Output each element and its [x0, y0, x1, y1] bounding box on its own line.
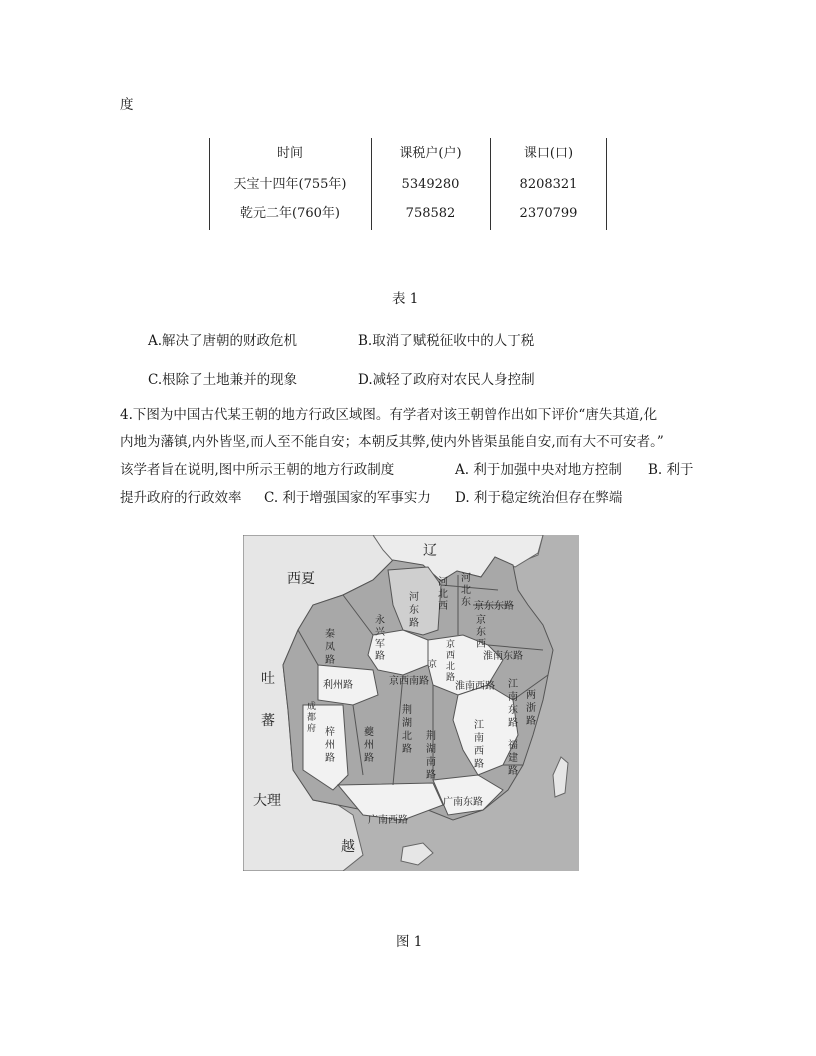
label-xixia: 西夏 [287, 571, 315, 587]
label-guangnan-dong: 广南东路 [443, 797, 483, 808]
svg-text:路: 路 [508, 766, 518, 777]
svg-text:东: 东 [409, 605, 419, 616]
question-4-option-a: A. 利于加强中央对地方控制 [455, 462, 622, 478]
svg-text:浙: 浙 [526, 703, 536, 714]
svg-text:河: 河 [461, 573, 471, 584]
table-row-1-time: 天宝十四年(755年) [233, 177, 347, 192]
table-row-1-households: 5349280 [401, 177, 460, 192]
svg-text:南: 南 [508, 692, 518, 703]
svg-text:成: 成 [307, 702, 317, 712]
svg-text:河: 河 [409, 592, 419, 603]
label-huainan-dong: 淮南东路 [483, 651, 523, 662]
option-b: B.取消了赋税征收中的人丁税 [358, 333, 535, 349]
svg-text:都: 都 [307, 713, 317, 723]
label-jingji: 京 [428, 660, 438, 670]
label-chengdu [307, 700, 316, 734]
question-4-option-d: D. 利于稳定统治但存在弊端 [455, 490, 623, 506]
label-kuizhou [364, 725, 375, 764]
svg-text:京: 京 [446, 640, 456, 650]
svg-text:北: 北 [446, 662, 456, 672]
svg-text:西: 西 [446, 651, 456, 661]
svg-text:凤: 凤 [325, 642, 335, 653]
svg-text:路: 路 [474, 759, 484, 770]
svg-text:路: 路 [508, 718, 518, 729]
option-c: C.根除了土地兼并的现象 [148, 372, 298, 388]
svg-text:州: 州 [325, 740, 335, 751]
map-figure [243, 535, 579, 871]
label-liao: 辽 [423, 543, 437, 559]
svg-text:路: 路 [402, 744, 412, 755]
svg-text:南: 南 [426, 757, 436, 768]
label-jingxi-nan: 京西南路 [389, 676, 429, 687]
svg-text:北: 北 [438, 589, 448, 600]
svg-text:建: 建 [508, 753, 518, 764]
question-4-stem: 该学者旨在说明,图中所示王朝的地方行政制度 [120, 462, 395, 478]
svg-text:路: 路 [409, 618, 419, 629]
svg-text:秦: 秦 [325, 629, 335, 640]
label-yue: 越 [341, 839, 355, 855]
table-row-2-households: 758582 [405, 206, 456, 221]
table-caption: 表 1 [392, 291, 419, 307]
song-dynasty-map [243, 535, 579, 871]
svg-text:兴: 兴 [375, 627, 385, 638]
svg-text:永: 永 [375, 615, 385, 626]
label-guangnan-xi: 广南西路 [368, 815, 408, 826]
svg-text:夔: 夔 [364, 727, 374, 738]
label-jingdong-xi [476, 613, 486, 650]
svg-text:荆: 荆 [402, 705, 412, 716]
table-row-1-persons: 8208321 [519, 177, 578, 192]
svg-text:南: 南 [474, 733, 484, 744]
table-header-households: 课税户(户) [399, 146, 462, 161]
svg-text:府: 府 [307, 724, 317, 734]
label-liangzhe [526, 689, 536, 727]
question-4-option-b-start: B. 利于 [648, 462, 694, 478]
table-row-2-persons: 2370799 [519, 206, 578, 221]
svg-text:州: 州 [364, 740, 374, 751]
svg-text:路: 路 [325, 655, 335, 666]
svg-text:路: 路 [526, 716, 536, 727]
svg-text:江: 江 [474, 720, 484, 731]
label-dali: 大理 [253, 793, 281, 809]
svg-text:东: 东 [461, 597, 471, 608]
label-jingxi-bei [446, 638, 455, 683]
svg-text:湖: 湖 [426, 744, 436, 755]
question-4-option-b-end: 提升政府的行政效率 [120, 490, 242, 506]
svg-text:荆: 荆 [426, 731, 436, 742]
svg-text:西: 西 [438, 601, 448, 612]
label-tubo-1: 吐 [261, 671, 275, 687]
svg-text:路: 路 [426, 770, 436, 781]
svg-text:北: 北 [402, 731, 412, 742]
option-a: A.解决了唐朝的财政危机 [148, 333, 298, 349]
svg-text:湖: 湖 [402, 718, 412, 729]
label-qinfeng [325, 627, 335, 666]
svg-text:西: 西 [476, 639, 486, 650]
svg-text:军: 军 [375, 639, 385, 650]
question-4-line-2: 内地为藩镇,内外皆坚,而人至不能自安；本朝反其弊,使内外皆渠虽能自安,而有大不可安者。” [120, 434, 664, 450]
label-tubo-2: 蕃 [261, 713, 275, 729]
label-jingdong-dong: 京东东路 [474, 601, 514, 612]
table-header-time: 时间 [276, 146, 303, 161]
label-hebei-xi [438, 576, 448, 612]
figure-caption: 图 1 [396, 934, 423, 950]
table-row-2-time: 乾元二年(760年) [240, 206, 340, 221]
question-4-option-c: C. 利于增强国家的军事实力 [264, 490, 431, 506]
svg-text:北: 北 [461, 585, 471, 596]
label-zizhou [325, 725, 335, 764]
label-huainan-xi: 淮南西路 [455, 681, 495, 692]
svg-text:路: 路 [325, 753, 335, 764]
svg-text:路: 路 [375, 651, 385, 662]
svg-text:西: 西 [474, 746, 484, 757]
option-d: D.减轻了政府对农民人身控制 [358, 372, 535, 388]
svg-text:江: 江 [508, 679, 518, 690]
svg-text:福: 福 [508, 740, 518, 751]
label-hedong [409, 591, 419, 629]
svg-text:京: 京 [476, 615, 486, 626]
svg-text:两: 两 [526, 690, 536, 701]
svg-text:河: 河 [438, 577, 448, 588]
label-lizhou: 利州路 [323, 680, 353, 691]
svg-text:东: 东 [476, 627, 486, 638]
svg-text:梓: 梓 [325, 727, 335, 738]
svg-text:东: 东 [508, 705, 518, 716]
label-hebei-dong [461, 572, 471, 608]
text-fragment: 度 [120, 97, 134, 113]
table-header-persons: 课口(口) [523, 146, 574, 161]
label-fujian [508, 738, 518, 777]
question-4-line-1: 4.下图为中国古代某王朝的地方行政区域图。有学者对该王朝曾作出如下评价“唐失其道,化 [120, 407, 658, 423]
svg-text:路: 路 [446, 673, 456, 683]
data-table [209, 138, 607, 230]
svg-text:路: 路 [364, 753, 374, 764]
